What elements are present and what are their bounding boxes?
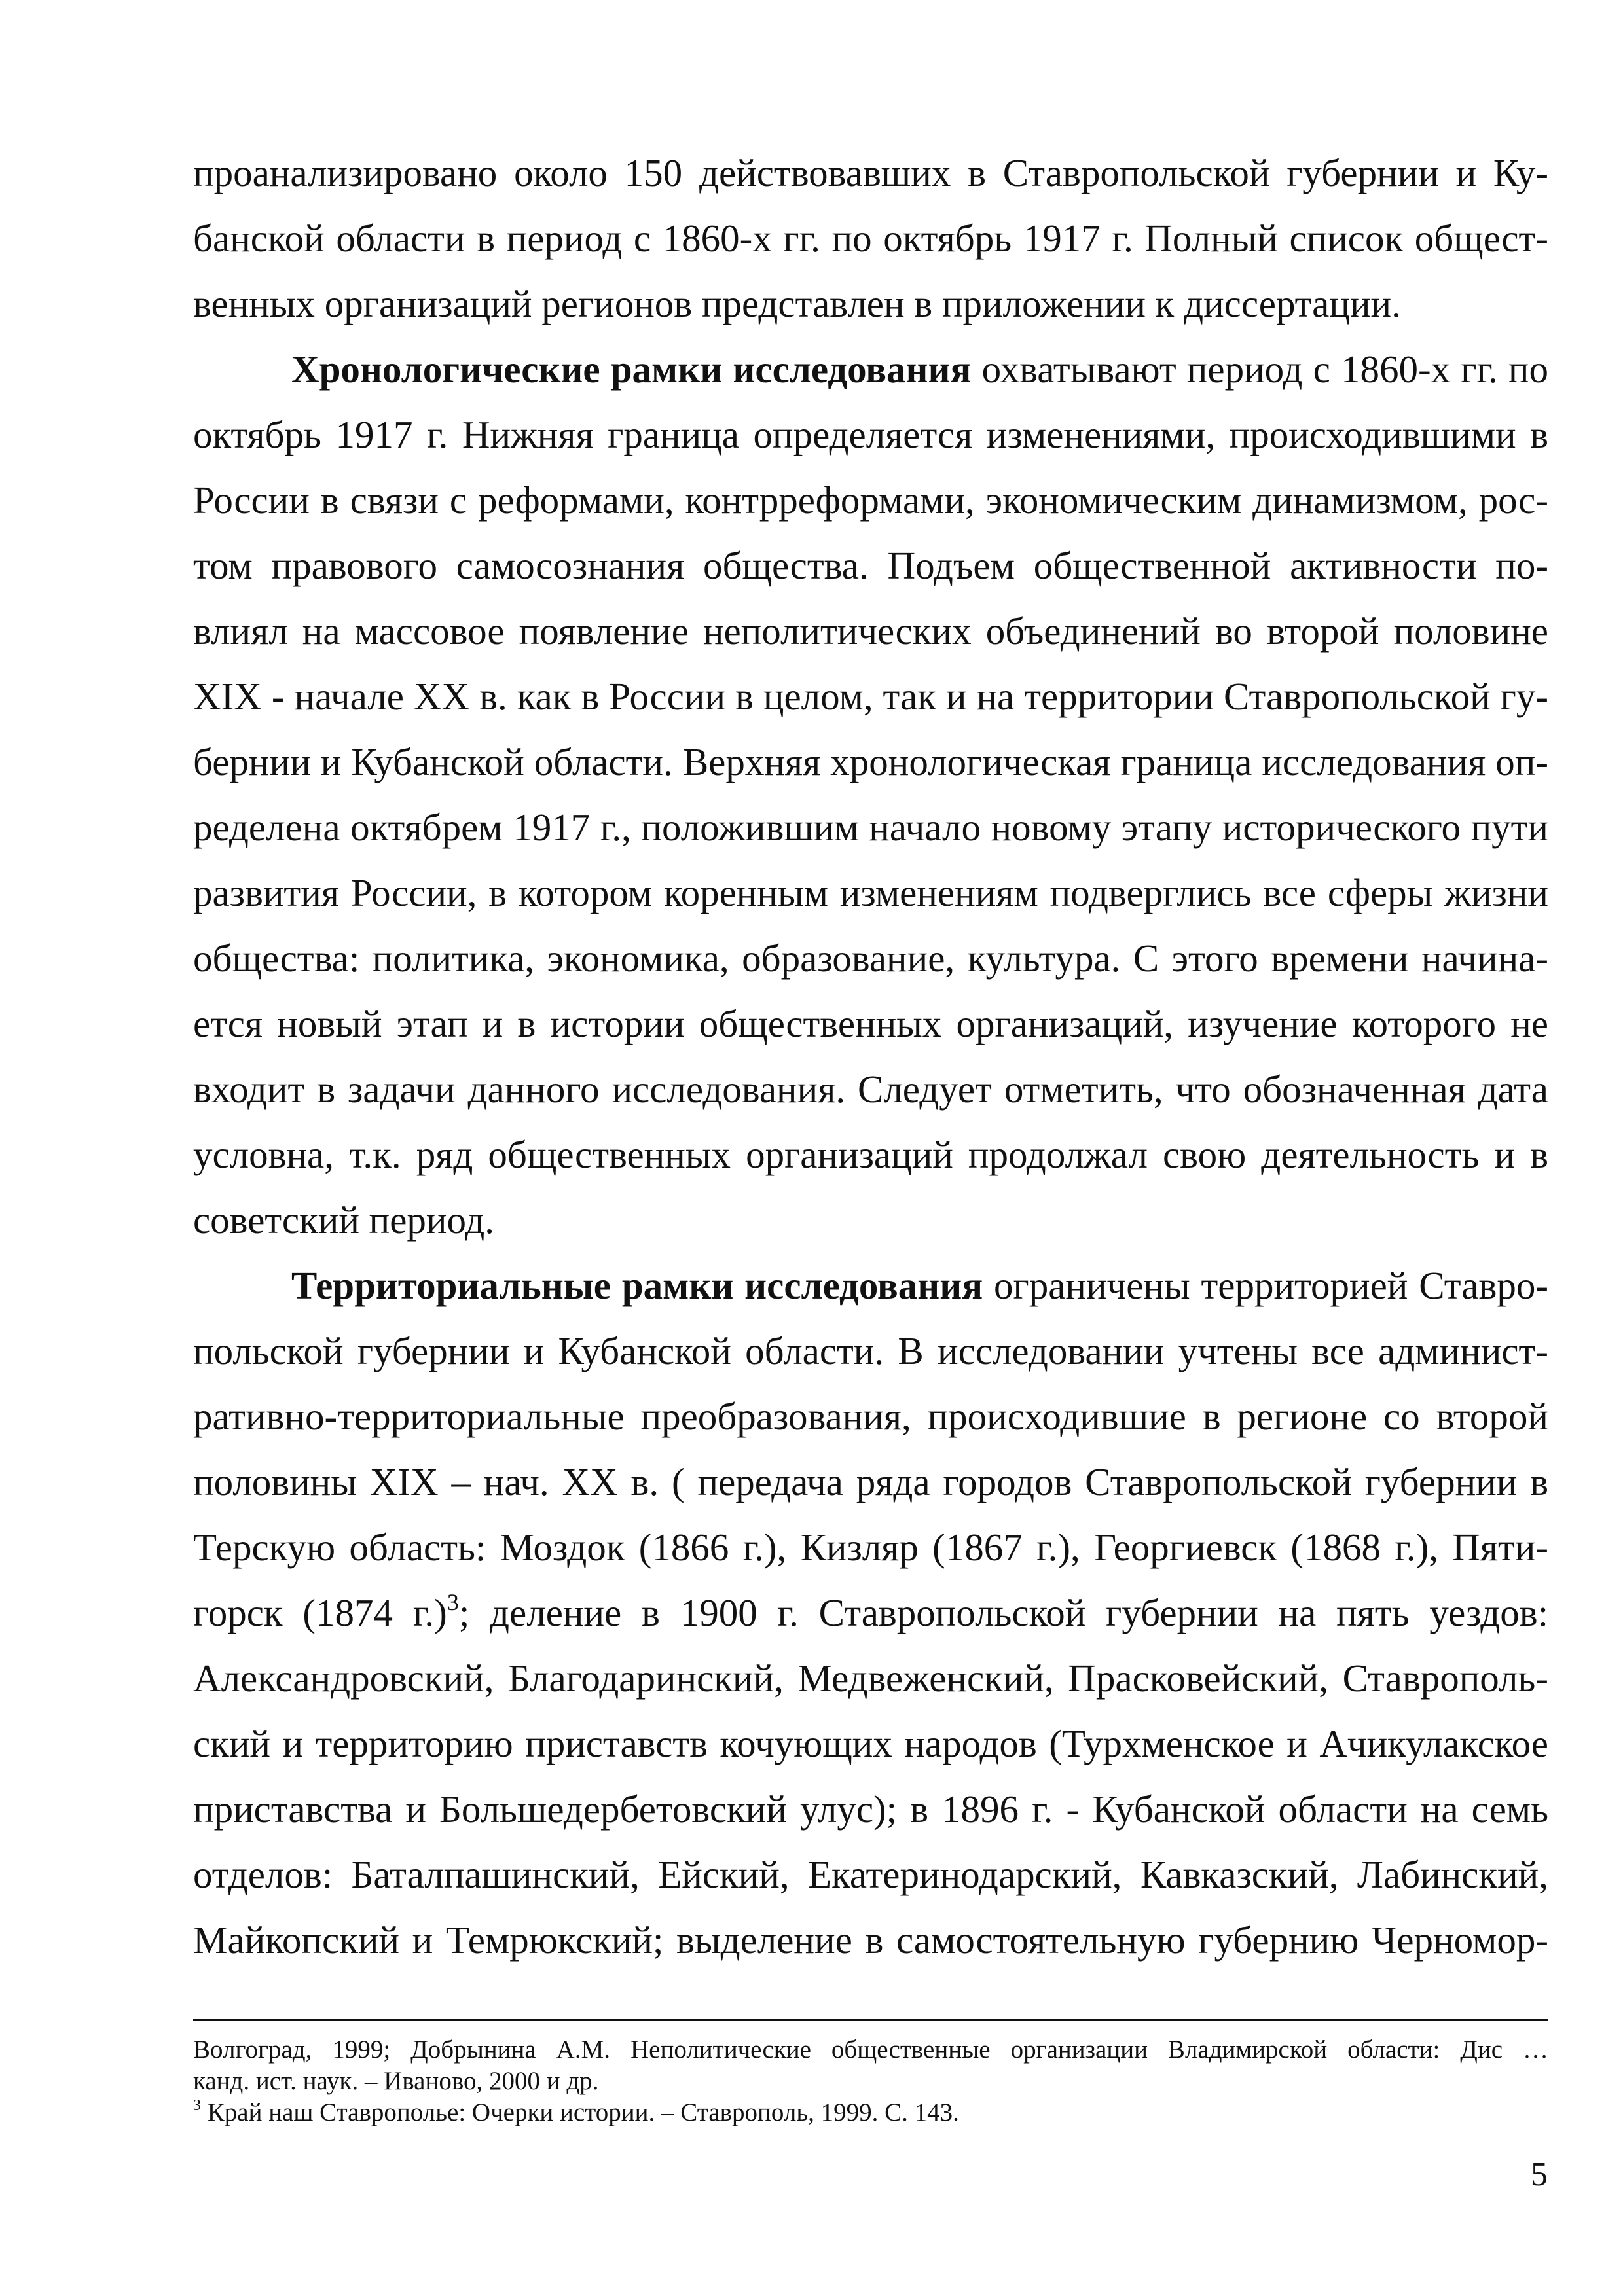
text-fragment: охватывают период с 1860-х гг. по bbox=[981, 348, 1549, 391]
text-line: ский и территорию приставств кочующих народов (Турхменское и Ачикулакское bbox=[193, 1722, 1548, 1765]
text-line: развития России, в котором коренным изменениям подверглись все сферы жизни bbox=[193, 871, 1548, 914]
footnote-line: канд. ист. наук. – Иваново, 2000 и др. bbox=[193, 2067, 599, 2095]
text-line: Александровский, Благодаринский, Медвеженский, Прасковейский, Ставрополь- bbox=[193, 1657, 1548, 1700]
text-line: половины XIX – нач. XX в. ( передача ряда городов Ставропольской губернии в bbox=[193, 1460, 1548, 1503]
text-fragment: ; деление в 1900 г. Ставропольской губернии на пять уездов: bbox=[458, 1591, 1549, 1634]
text-line-with-footnote-ref bbox=[193, 1580, 1548, 1645]
page-number: 5 bbox=[1531, 2156, 1548, 2193]
text-line: октябрь 1917 г. Нижняя граница определяется изменениями, происходившими в bbox=[193, 413, 1548, 456]
body-text bbox=[193, 140, 1548, 1973]
footnote-separator bbox=[193, 2019, 1548, 2021]
text-line: влиял на массовое появление неполитических объединений во второй половине bbox=[193, 609, 1548, 653]
text-line: проанализировано около 150 действовавших в Ставропольской губернии и Ку- bbox=[193, 151, 1548, 194]
text-line: XIX - начале XX в. как в России в целом, так и на территории Ставропольской гу- bbox=[193, 675, 1548, 718]
heading-chronological-frames: Хронологические рамки исследования bbox=[291, 348, 972, 391]
text-line: Терскую область: Моздок (1866 г.), Кизляр (1867 г.), Георгиевск (1868 г.), Пяти- bbox=[193, 1526, 1548, 1569]
paragraph-chronological-first-line bbox=[193, 336, 1548, 402]
footnote-3 bbox=[193, 2097, 1548, 2128]
footnote-line: Волгоград, 1999; Добрынина А.М. Неполитические общественные организации Владимирской области: Дис … bbox=[193, 2036, 1548, 2064]
footnote-text: Край наш Ставрополье: Очерки истории. – Ставрополь, 1999. С. 143. bbox=[207, 2098, 959, 2126]
text-line: банской области в период с 1860-х гг. по октябрь 1917 г. Полный список общест- bbox=[193, 217, 1548, 260]
text-line: России в связи с реформами, контрреформами, экономическим динамизмом, рос- bbox=[193, 478, 1548, 522]
text-line: ративно-территориальные преобразования, происходившие в регионе со второй bbox=[193, 1395, 1548, 1438]
text-line: венных организаций регионов представлен в приложении к диссертации. bbox=[193, 282, 1401, 325]
text-line: ется новый этап и в истории общественных организаций, изучение которого не bbox=[193, 1002, 1548, 1045]
footnotes bbox=[193, 2034, 1548, 2128]
footnote-reference[interactable]: 3 bbox=[447, 1589, 459, 1615]
text-line: Майкопский и Темрюкский; выделение в самостоятельную губернию Черномор- bbox=[193, 1918, 1548, 1962]
text-line: входит в задачи данного исследования. Следует отметить, что обозначенная дата bbox=[193, 1067, 1548, 1111]
text-line: условна, т.к. ряд общественных организаций продолжал свою деятельность и в bbox=[193, 1133, 1548, 1176]
text-line: том правового самосознания общества. Подъем общественной активности по- bbox=[193, 544, 1548, 587]
text-line: ределена октябрем 1917 г., положившим начало новому этапу исторического пути bbox=[193, 806, 1548, 849]
text-line: отделов: Баталпашинский, Ейский, Екатеринодарский, Кавказский, Лабинский, bbox=[193, 1853, 1548, 1896]
text-fragment: горск (1874 г.) bbox=[193, 1591, 447, 1634]
heading-territorial-frames: Территориальные рамки исследования bbox=[291, 1264, 983, 1307]
text-line: советский период. bbox=[193, 1198, 495, 1242]
text-line: приставства и Большедербетовский улус); в 1896 г. - Кубанской области на семь bbox=[193, 1787, 1548, 1831]
text-fragment: ограничены территорией Ставро- bbox=[994, 1264, 1548, 1307]
text-line: бернии и Кубанской области. Верхняя хронологическая граница исследования оп- bbox=[193, 740, 1548, 783]
text-line: польской губернии и Кубанской области. В исследовании учтены все админист- bbox=[193, 1329, 1548, 1372]
text-line: общества: политика, экономика, образование, культура. С этого времени начина- bbox=[193, 937, 1548, 980]
paragraph-territorial-first-line bbox=[193, 1253, 1548, 1318]
footnote-marker: 3 bbox=[193, 2097, 201, 2114]
